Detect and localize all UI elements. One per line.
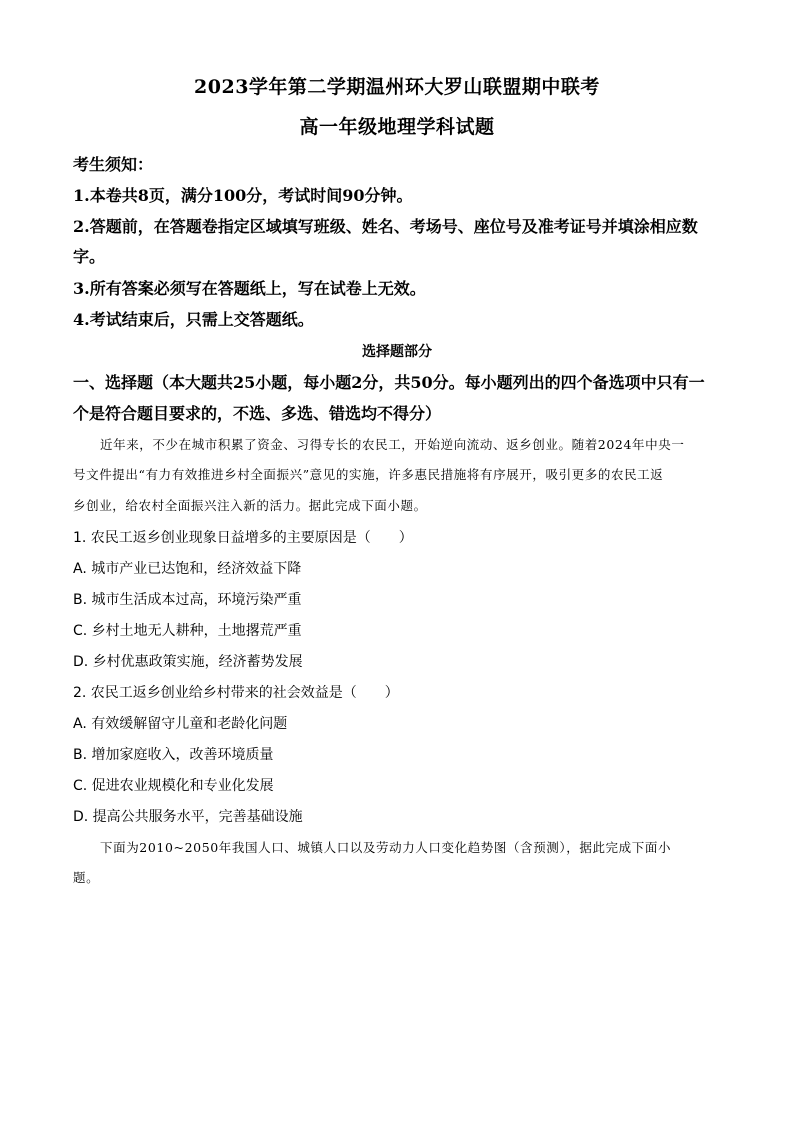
passage1-line-3: 乡创业，给农村全面振兴注入新的活力。据此完成下面小题。 <box>73 498 427 513</box>
question-1-stem: 1. 农民工返乡创业现象日益增多的主要原因是（ ） <box>73 530 413 546</box>
question-1-option-d: D. 乡村优惠政策实施，经济蓄势发展 <box>73 654 303 670</box>
notice-item-2-cont: 字。 <box>73 247 106 266</box>
question-2-stem: 2. 农民工返乡创业给乡村带来的社会效益是（ ） <box>73 685 399 701</box>
question-2-option-d: D. 提高公共服务水平，完善基础设施 <box>73 809 303 825</box>
passage1-line-1: 近年来，不少在城市积累了资金、习得专长的农民工，开始逆向流动、返乡创业。随着2024年中央一 <box>100 437 685 452</box>
notice-item-4: 4.考试结束后，只需上交答题纸。 <box>73 310 314 329</box>
question-1-option-c: C. 乡村土地无人耕种，土地撂荒严重 <box>73 623 302 639</box>
passage2-line-2: 题。 <box>73 870 100 885</box>
question-2-option-b: B. 增加家庭收入，改善环境质量 <box>73 747 274 763</box>
section-title: 选择题部分 <box>362 344 432 360</box>
question-1-option-b: B. 城市生活成本过高，环境污染严重 <box>73 592 302 608</box>
section-instruction-1: 一、选择题（本大题共25小题，每小题2分，共50分。每小题列出的四个备选项中只有一 <box>73 373 705 392</box>
question-1-option-a: A. 城市产业已达饱和，经济效益下降 <box>73 561 302 577</box>
exam-subtitle: 高一年级地理学科试题 <box>299 116 495 138</box>
question-2-option-c: C. 促进农业规模化和专业化发展 <box>73 778 274 794</box>
passage2-line-1: 下面为2010~2050年我国人口、城镇人口以及劳动力人口变化趋势图（含预测），据此完成下面小 <box>100 840 672 855</box>
passage1-line-2: 号文件提出“有力有效推进乡村全面振兴”意见的实施，许多惠民措施将有序展开，吸引更多的农民工返 <box>73 467 664 482</box>
notice-item-3: 3.所有答案必须写在答题纸上，写在试卷上无效。 <box>73 279 426 298</box>
notice-heading: 考生须知： <box>73 155 154 174</box>
notice-item-2: 2.答题前，在答题卷指定区域填写班级、姓名、考场号、座位号及准考证号并填涂相应数 <box>73 217 698 236</box>
section-instruction-2: 个是符合题目要求的，不选、多选、错选均不得分） <box>73 404 442 423</box>
question-2-option-a: A. 有效缓解留守儿童和老龄化问题 <box>73 716 288 732</box>
notice-item-1: 1.本卷共8页，满分100分，考试时间90分钟。 <box>73 186 413 205</box>
exam-title: 2023学年第二学期温州环大罗山联盟期中联考 <box>194 76 600 98</box>
